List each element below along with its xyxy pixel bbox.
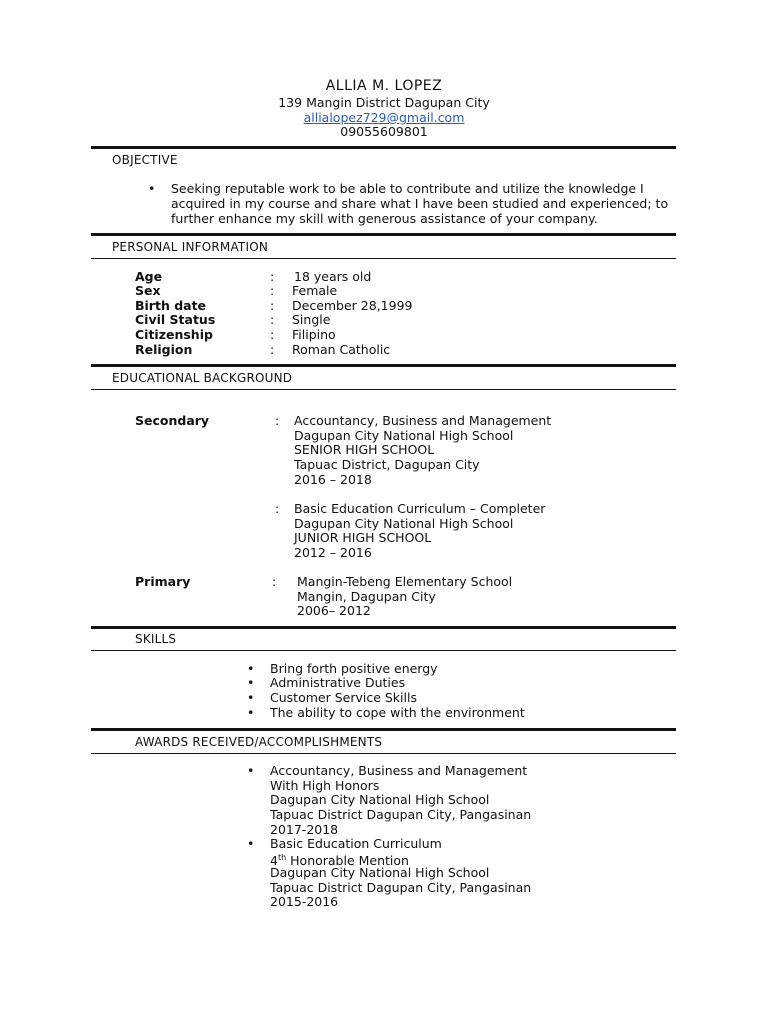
education-colon: : [275, 501, 280, 516]
personal-label: Sex [135, 283, 161, 298]
personal-value: December 28,1999 [292, 298, 413, 313]
personal-value: Filipino [292, 327, 336, 342]
award-line: 2015-2016 [270, 894, 339, 909]
award-line: Tapuac District Dagupan City, Pangasinan [270, 807, 532, 822]
education-line: Mangin, Dagupan City [297, 589, 436, 604]
award-line: Dagupan City National High School [270, 792, 490, 807]
applicant-name: ALLIA M. LOPEZ [325, 78, 443, 94]
section-rule [91, 146, 676, 149]
education-line: 2006– 2012 [297, 603, 371, 618]
address: 139 Mangin District Dagupan City [278, 95, 490, 110]
personal-colon: : [270, 269, 275, 284]
personal-colon: : [270, 342, 275, 357]
personal-value: 18 years old [294, 269, 372, 284]
section-rule [91, 650, 676, 651]
section-rule [91, 626, 676, 629]
personal-label: Age [135, 269, 163, 284]
skill-item: • Administrative Duties [270, 675, 405, 690]
education-colon: : [275, 413, 280, 428]
education-title: EDUCATIONAL BACKGROUND [112, 371, 293, 385]
award-line: Tapuac District Dagupan City, Pangasinan [270, 880, 532, 895]
email-line [0, 110, 768, 125]
personal-label: Citizenship [135, 327, 213, 342]
section-rule [91, 389, 676, 390]
awards-title: AWARDS RECEIVED/ACCOMPLISHMENTS [135, 735, 383, 749]
email-link[interactable]: allialopez729@gmail.com [303, 110, 465, 125]
education-line: Dagupan City National High School [294, 428, 514, 443]
secondary-label: Secondary [135, 413, 210, 428]
personal-value: Female [292, 283, 338, 298]
personal-value: Single [292, 312, 331, 327]
personal-label: Civil Status [135, 312, 216, 327]
personal-colon: : [270, 312, 275, 327]
objective-line: • Seeking reputable work to be able to contribute and utilize the knowledge I [171, 181, 644, 196]
award-rank-suffix: th [277, 853, 287, 862]
section-rule [91, 364, 676, 367]
education-line: JUNIOR HIGH SCHOOL [294, 530, 432, 545]
objective-line: further enhance my skill with generous assistance of your company. [171, 211, 598, 226]
award-rank-number: 4 [270, 853, 278, 869]
objective-title: OBJECTIVE [112, 153, 178, 167]
personal-title: PERSONAL INFORMATION [112, 240, 269, 254]
education-line: Basic Education Curriculum – Completer [294, 501, 546, 516]
section-rule [91, 233, 676, 236]
personal-colon: : [270, 327, 275, 342]
education-colon: : [272, 574, 277, 589]
award-line: Dagupan City National High School [270, 865, 490, 880]
primary-label: Primary [135, 574, 191, 589]
personal-colon: : [270, 283, 275, 298]
education-line: Accountancy, Business and Management [294, 413, 552, 428]
section-rule [91, 753, 676, 754]
section-rule [91, 728, 676, 731]
education-line: Tapuac District, Dagupan City [294, 457, 480, 472]
skill-item: • Bring forth positive energy [270, 661, 438, 676]
education-line: 2016 – 2018 [294, 472, 372, 487]
skill-item: • Customer Service Skills [270, 690, 417, 705]
education-line: 2012 – 2016 [294, 545, 372, 560]
education-line: Dagupan City National High School [294, 516, 514, 531]
objective-line: acquired in my course and share what I have been studied and experienced; to [171, 196, 669, 211]
award-line: 2017-2018 [270, 822, 339, 837]
personal-label: Birth date [135, 298, 207, 313]
award-rank-text: Honorable Mention [286, 853, 409, 869]
skills-title: SKILLS [135, 632, 177, 646]
phone: 09055609801 [340, 124, 428, 139]
personal-label: Religion [135, 342, 193, 357]
education-line: SENIOR HIGH SCHOOL [294, 442, 435, 457]
section-rule [91, 258, 676, 259]
education-line: Mangin-Tebeng Elementary School [297, 574, 513, 589]
personal-value: Roman Catholic [292, 342, 391, 357]
award-line: With High Honors [270, 778, 380, 793]
personal-colon: : [270, 298, 275, 313]
skill-item: • The ability to cope with the environment [270, 705, 525, 720]
award-line: • Basic Education Curriculum [270, 836, 442, 851]
award-line: • Accountancy, Business and Management [270, 763, 527, 778]
